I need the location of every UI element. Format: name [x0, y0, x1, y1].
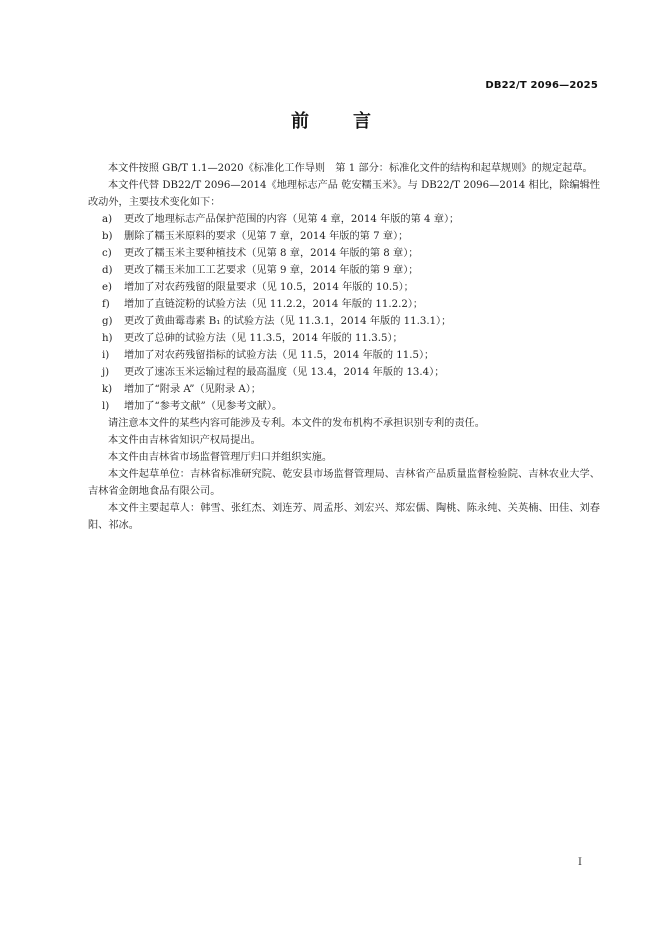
paragraph-replacement-note: 本文件代替 DB22/T 2096—2014《地理标志产品 乾安糯玉米》。与 DB22/T 2096—2014 相比，除编辑性改动外，主要技术变化如下：: [88, 180, 600, 208]
list-item-text: 更改了地理标志产品保护范围的内容（见第 4 章，2014 年版的第 4 章）；: [124, 214, 460, 225]
list-item-marker: b): [102, 231, 113, 242]
list-item-marker: e): [102, 282, 113, 293]
paragraph-patent-notice: 请注意本文件的某些内容可能涉及专利。本文件的发布机构不承担识别专利的责任。: [108, 418, 485, 429]
foreword-body: [88, 160, 600, 534]
list-item-text: 增加了“参考文献”（见参考文献）。: [124, 401, 283, 412]
list-item-marker: f): [102, 299, 110, 310]
list-item: [88, 211, 600, 228]
list-item-text: 更改了糯玉米加工工艺要求（见第 9 章，2014 年版的第 9 章）；: [124, 265, 419, 276]
list-item-marker: c): [102, 248, 112, 259]
paragraph-drafting-rules: 本文件按照 GB/T 1.1—2020《标准化工作导则 第 1 部分：标准化文件的结构和起草规则》的规定起草。: [108, 163, 593, 174]
list-item-text: 增加了对农药残留的限量要求（见 10.5，2014 年版的 10.5）；: [124, 282, 414, 293]
list-item-marker: j): [102, 367, 110, 378]
list-item-marker: k): [102, 384, 113, 395]
page-title: 前言: [291, 111, 415, 132]
list-item-text: 更改了总砷的试验方法（见 11.3.5，2014 年版的 11.3.5）；: [124, 333, 403, 344]
list-item: [88, 347, 600, 364]
document-code: DB22/T 2096—2025: [485, 80, 598, 91]
list-item: [88, 245, 600, 262]
list-item-marker: a): [102, 214, 113, 225]
list-item-text: 更改了速冻玉米运输过程的最高温度（见 13.4，2014 年版的 13.4）；: [124, 367, 445, 378]
list-item: [88, 228, 600, 245]
list-item-text: 增加了对农药残留指标的试验方法（见 11.5，2014 年版的 11.5）；: [124, 350, 435, 361]
list-item-marker: g): [102, 316, 113, 327]
list-item: [88, 313, 600, 330]
list-item-marker: i): [102, 350, 110, 361]
list-item-marker: l): [102, 401, 110, 412]
list-item-marker: h): [102, 333, 113, 344]
list-item: [88, 381, 600, 398]
list-item-text: 更改了黄曲霉毒素 B₁ 的试验方法（见 11.3.1，2014 年版的 11.3.1）；: [124, 316, 452, 327]
technical-changes-list: [88, 211, 600, 415]
list-item-text: 增加了“附录 A”（见附录 A）；: [124, 384, 262, 395]
paragraph-proposer: 本文件由吉林省知识产权局提出。: [108, 435, 261, 446]
list-item: [88, 330, 600, 347]
list-item: [88, 296, 600, 313]
list-item-text: 增加了直链淀粉的试验方法（见 11.2.2，2014 年版的 11.2.2）；: [124, 299, 424, 310]
paragraph-administrator: 本文件由吉林省市场监督管理厅归口并组织实施。: [108, 452, 333, 463]
list-item: [88, 398, 600, 415]
list-item-text: 更改了糯玉米主要种植技术（见第 8 章，2014 年版的第 8 章）；: [124, 248, 419, 259]
paragraph-drafting-units: 本文件起草单位：吉林省标准研究院、乾安县市场监督管理局、吉林省产品质量监督检验院、吉林农业大学、吉林省金朗地食品有限公司。: [88, 469, 600, 497]
list-item-marker: d): [102, 265, 113, 276]
list-item: [88, 279, 600, 296]
list-item-text: 删除了糯玉米原料的要求（见第 7 章，2014 年版的第 7 章）；: [124, 231, 409, 242]
list-item: [88, 364, 600, 381]
paragraph-drafters: 本文件主要起草人：韩雪、张红杰、刘连芳、周孟彤、刘宏兴、郑宏儒、陶桃、陈永纯、关英楠、田佳、刘春阳、祁冰。: [88, 503, 600, 531]
page-number: I: [578, 857, 582, 868]
list-item: [88, 262, 600, 279]
